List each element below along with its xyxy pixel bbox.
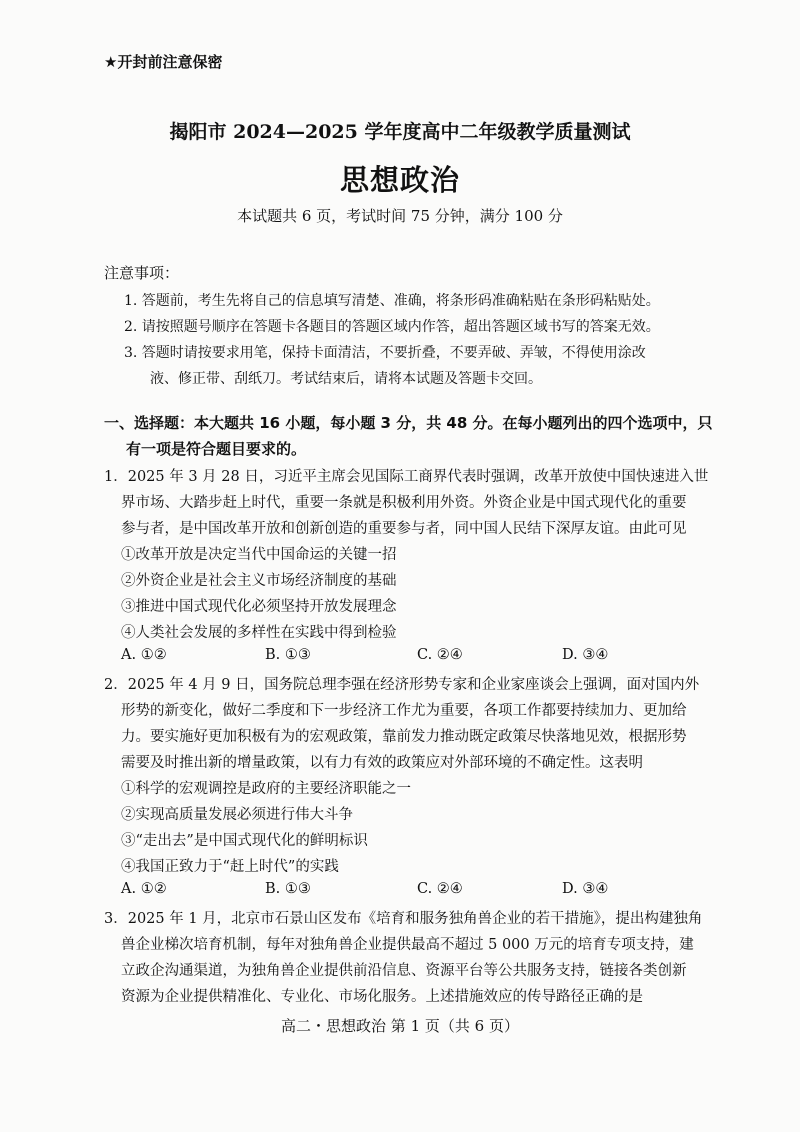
statement: ③推进中国式现代化必须坚持开放发展理念 (121, 599, 397, 615)
notes-heading: 注意事项： (104, 264, 180, 282)
question-line: 立政企沟通渠道，为独角兽企业提供前沿信息、资源平台等公共服务支持，链接各类创新 (121, 963, 687, 979)
option-a[interactable]: A. ①② (121, 881, 167, 897)
question-line: 资源为企业提供精准化、专业化、市场化服务。上述措施效应的传导路径正确的是 (121, 989, 643, 1005)
note-item: 液、修正带、刮纸刀。考试结束后，请将本试题及答题卡交回。 (150, 371, 542, 387)
statement: ②外资企业是社会主义市场经济制度的基础 (121, 573, 397, 589)
question-line: 力。要实施好更加积极有为的宏观政策，靠前发力推动既定政策尽快落地见效，根据形势 (121, 729, 687, 745)
statement: ②实现高质量发展必须进行伟大斗争 (121, 807, 353, 823)
exam-info: 本试题共 6 页，考试时间 75 分钟，满分 100 分 (237, 207, 563, 225)
note-item: 1. 答题前，考生先将自己的信息填写清楚、准确，将条形码准确粘贴在条形码粘贴处。 (124, 293, 660, 309)
question-line: 需要及时推出新的增量政策，以有力有效的政策应对外部环境的不确定性。这表明 (121, 755, 643, 771)
option-c[interactable]: C. ②④ (417, 647, 463, 663)
statement: ③“走出去”是中国式现代化的鲜明标识 (121, 833, 368, 849)
option-d[interactable]: D. ③④ (562, 647, 609, 663)
section-heading: 一、选择题：本大题共 16 小题，每小题 3 分，共 48 分。在每小题列出的四个选项中，只 (104, 414, 713, 432)
question-line: 3．2025 年 1 月，北京市石景山区发布《培育和服务独角兽企业的若干措施》，提出构建独角 (104, 911, 703, 927)
option-a[interactable]: A. ①② (121, 647, 167, 663)
statement: ④人类社会发展的多样性在实践中得到检验 (121, 625, 397, 641)
question-line: 参与者，是中国改革开放和创新创造的重要参与者，同中国人民结下深厚友谊。由此可见 (121, 521, 687, 537)
statement: ①科学的宏观调控是政府的主要经济职能之一 (121, 781, 411, 797)
confidential-notice: ★开封前注意保密 (104, 53, 223, 71)
statement: ①改革开放是决定当代中国命运的关键一招 (121, 547, 397, 563)
option-c[interactable]: C. ②④ (417, 881, 463, 897)
option-b[interactable]: B. ①③ (265, 647, 311, 663)
note-item: 2. 请按照题号顺序在答题卡各题目的答题区域内作答，超出答题区域书写的答案无效。 (124, 319, 660, 335)
note-item: 3. 答题时请按要求用笔，保持卡面清洁，不要折叠，不要弄破、弄皱，不得使用涂改 (124, 345, 646, 361)
subject-title: 思想政治 (339, 163, 460, 197)
page-footer: 高二・思想政治 第 1 页（共 6 页） (281, 1017, 519, 1035)
option-b[interactable]: B. ①③ (265, 881, 311, 897)
question-line: 1．2025 年 3 月 28 日，习近平主席会见国际工商界代表时强调，改革开放使中国快速进入世 (104, 469, 709, 485)
question-line: 兽企业梯次培育机制，每年对独角兽企业提供最高不超过 5 000 万元的培育专项支持，建 (121, 937, 694, 953)
section-heading-cont: 有一项是符合题目要求的。 (126, 440, 307, 458)
option-d[interactable]: D. ③④ (562, 881, 609, 897)
question-line: 形势的新变化，做好二季度和下一步经济工作尤为重要，各项工作都要持续加力、更加给 (121, 703, 687, 719)
statement: ④我国正致力于“赶上时代”的实践 (121, 859, 339, 875)
question-line: 界市场、大踏步赶上时代，重要一条就是积极利用外资。外资企业是中国式现代化的重要 (121, 495, 687, 511)
exam-title: 揭阳市 2024—2025 学年度高中二年级教学质量测试 (169, 121, 631, 143)
question-line: 2．2025 年 4 月 9 日，国务院总理李强在经济形势专家和企业家座谈会上强调，面对国内外 (104, 677, 700, 693)
